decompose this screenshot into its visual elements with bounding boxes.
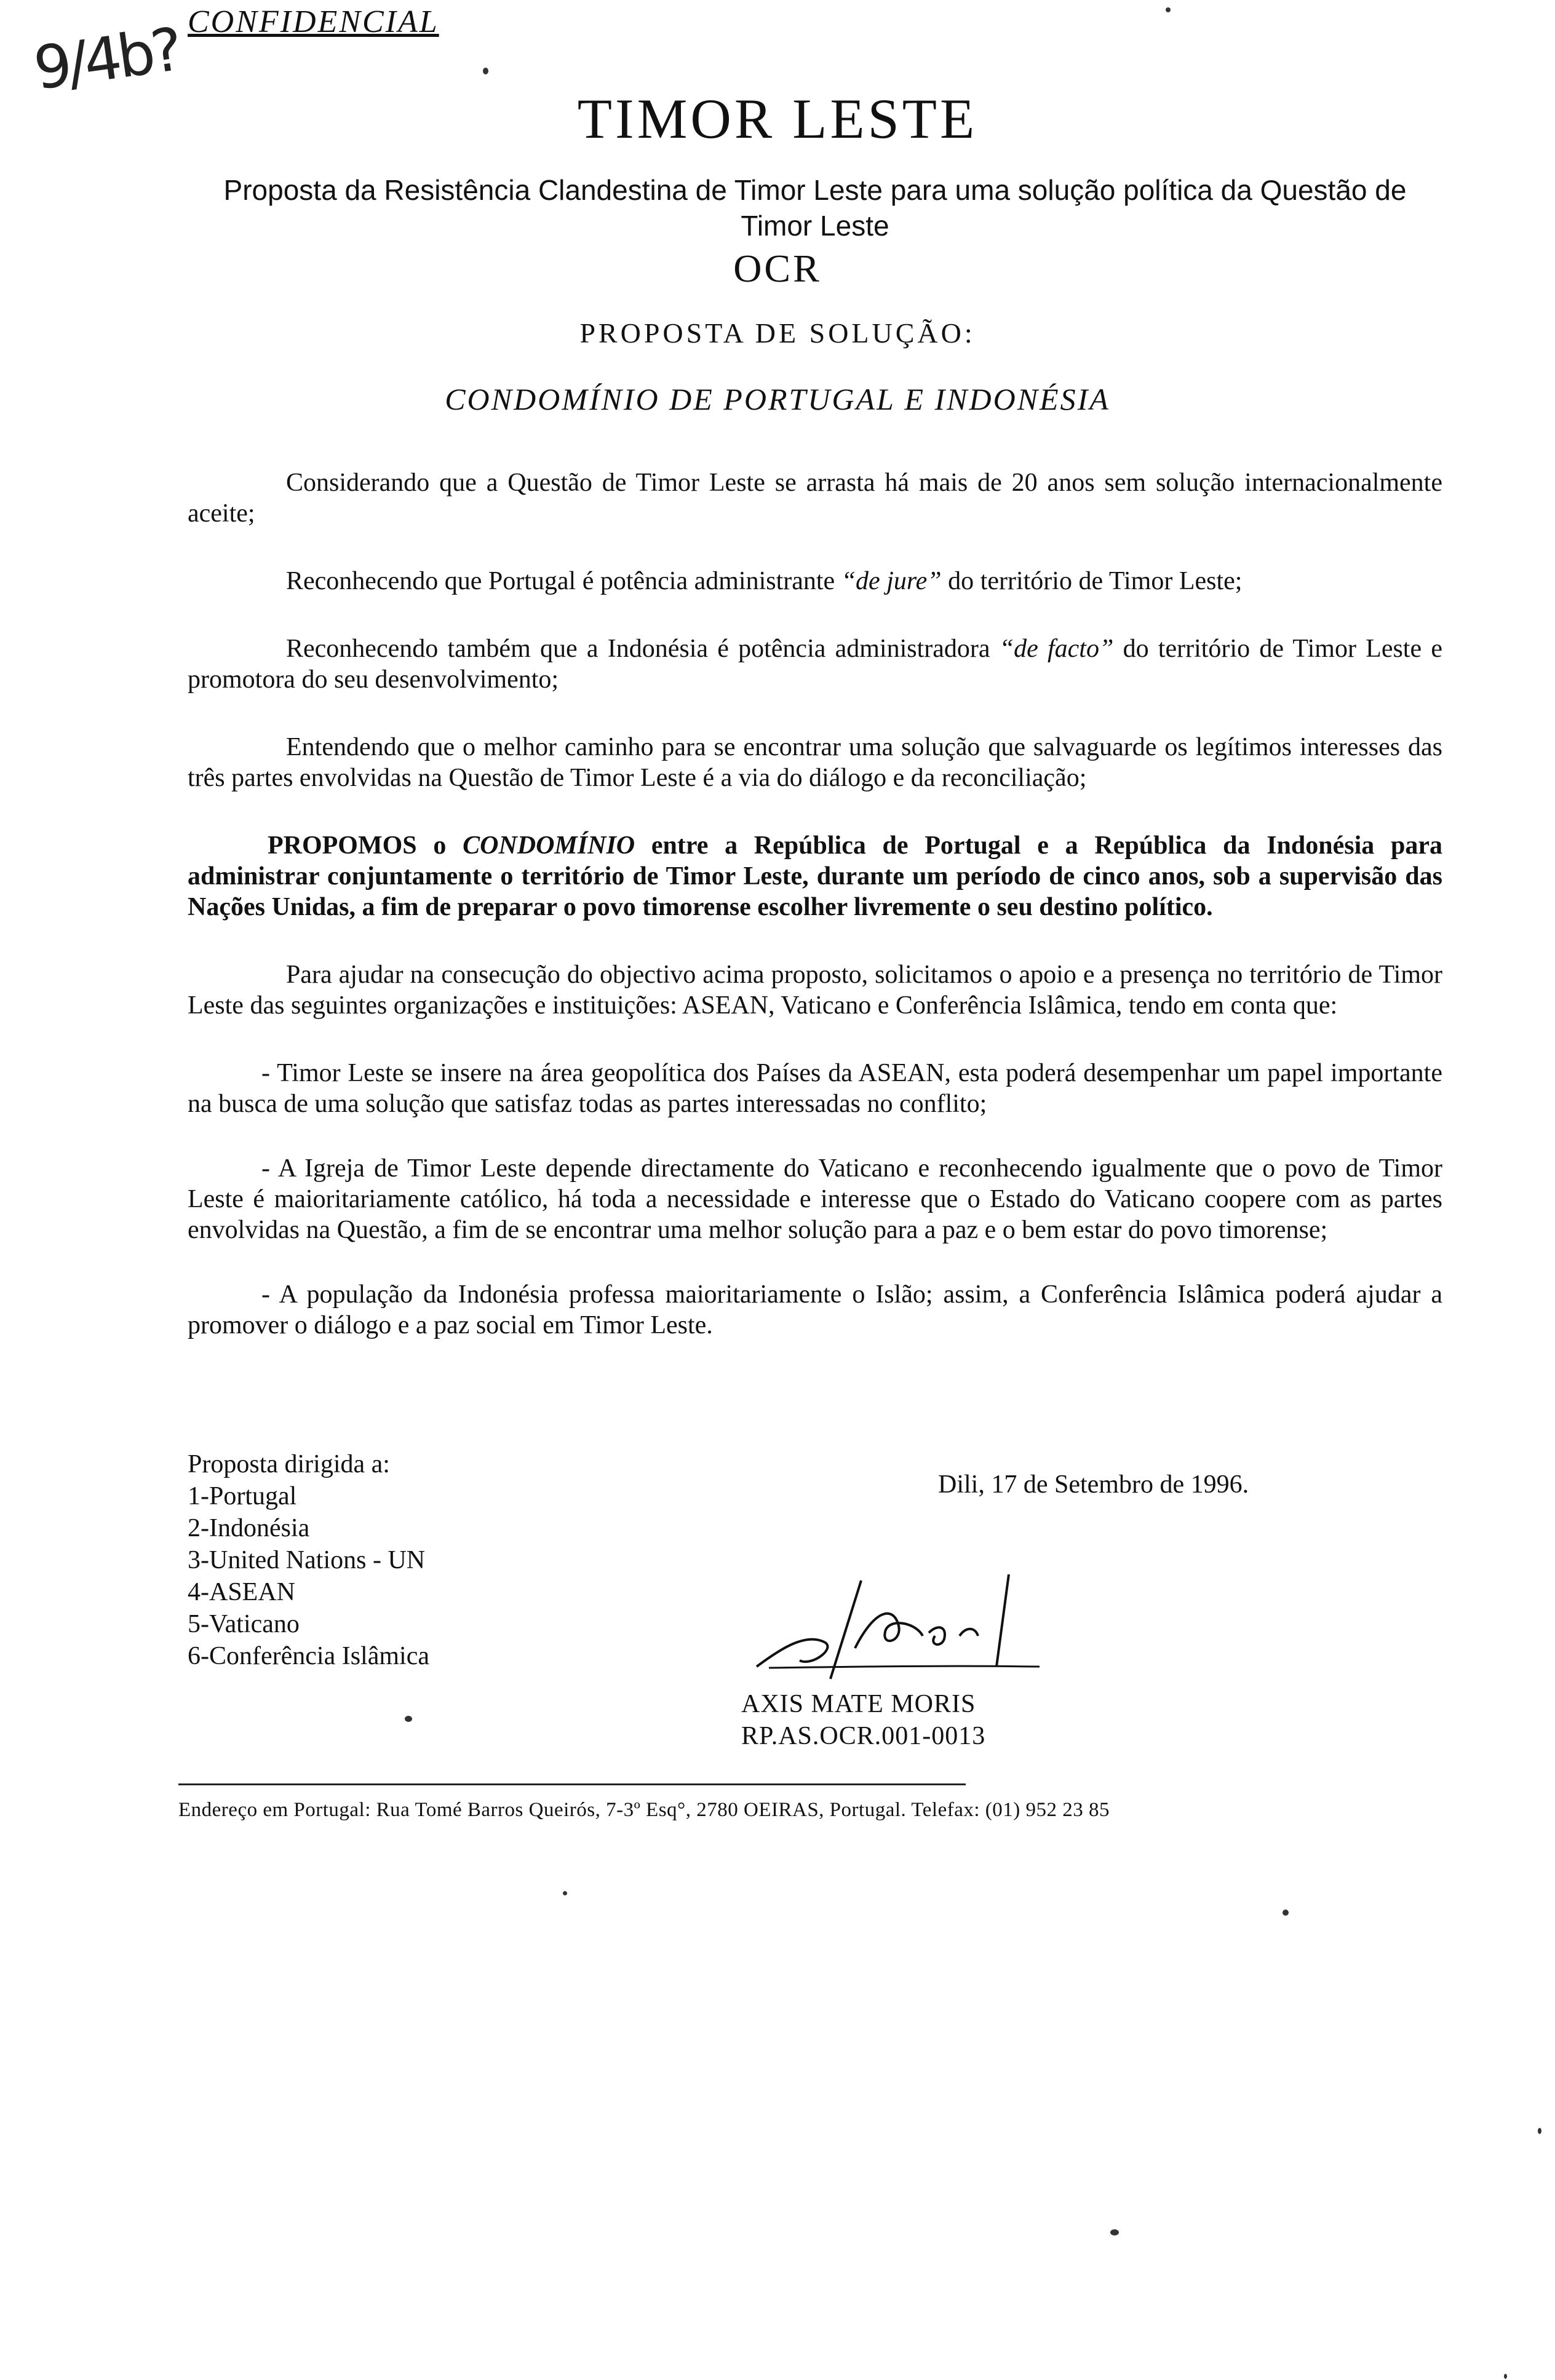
paragraph-propomos	[188, 830, 1442, 922]
scan-speck	[405, 1716, 412, 1722]
scan-speck	[1538, 2128, 1541, 2134]
handwritten-note: 9/4b?	[30, 15, 184, 103]
footer-divider	[178, 1783, 966, 1785]
document-title: TIMOR LESTE	[577, 87, 978, 150]
scan-speck	[563, 1891, 567, 1895]
emphasis-condominio: CONDOMÍNIO	[463, 831, 635, 860]
document-body	[188, 467, 1442, 1374]
paragraph-entendendo: Entendendo que o melhor caminho para se encontrar uma solução que salvaguarde os legítimos interesses das três partes envolvidas na Questão de Timor Leste é a via do diálogo e da reconciliação;	[188, 733, 1442, 792]
list-item-vaticano: - A Igreja de Timor Leste depende directamente do Vaticano e reconhecendo igualmente que o povo de Timor Leste é maioritariamente católico, há toda a necessidade e interesse que o Estado do Vaticano coopere com as partes envolvidas na Questão, a fim de se encontrar uma melhor solução para a paz e o bem estar do povo timorense;	[188, 1154, 1442, 1244]
scan-speck	[1504, 2374, 1507, 2379]
date-line: Dili, 17 de Setembro de 1996.	[938, 1470, 1249, 1499]
recipient-item: 6-Conferência Islâmica	[188, 1642, 429, 1670]
scan-speck	[483, 68, 488, 74]
emphasis-de-facto: “de facto”	[999, 635, 1114, 663]
scan-speck	[1166, 7, 1171, 12]
paragraph-reconhecendo-portugal	[188, 566, 1442, 597]
confidential-stamp: CONFIDENCIAL	[188, 4, 439, 39]
text-span: entre a República de Portugal e a República da Indonésia para administrar conjuntamente o território de Timor Leste, durante um período de cinco anos, sob a supervisão das Nações Unidas, a fim de preparar o povo timorense escolher livremente o seu destino político.	[188, 831, 1442, 921]
text-span: Reconhecendo que Portugal é potência administrante	[286, 567, 841, 595]
recipients-list	[188, 1448, 429, 1672]
signatory-name: AXIS MATE MORIS	[741, 1690, 976, 1718]
scan-speck	[1283, 1910, 1289, 1916]
document-subtitle: Proposta da Resistência Clandestina de Timor Leste para uma solução política da Questão de Timor Leste	[223, 174, 1407, 242]
text-span: PROPOMOS o	[268, 831, 463, 860]
list-item-islamica: - A população da Indonésia professa maioritariamente o Islão; assim, a Conferência Islâmica poderá ajudar a promover o diálogo e a paz social em Timor Leste.	[188, 1280, 1442, 1339]
signature-block	[741, 1688, 985, 1752]
proposal-name: CONDOMÍNIO DE PORTUGAL E INDONÉSIA	[445, 382, 1110, 416]
recipient-item: 4-ASEAN	[188, 1578, 295, 1606]
handwritten-signature	[732, 1574, 1052, 1685]
emphasis-de-jure: “de jure”	[841, 567, 942, 595]
paragraph-para-ajudar: Para ajudar na consecução do objectivo acima proposto, solicitamos o apoio e a presença no território de Timor Leste das seguintes organizações e instituições: ASEAN, Vaticano e Conferência Islâmica, tendo em conta que:	[188, 961, 1442, 1020]
organization-name: OCR	[733, 247, 822, 290]
text-span: Reconhecendo também que a Indonésia é potência administradora	[286, 635, 1000, 663]
paragraph-reconhecendo-indonesia	[188, 633, 1442, 695]
list-item-asean: - Timor Leste se insere na área geopolítica dos Países da ASEAN, esta poderá desempenhar um papel importante na busca de uma solução que satisfaz todas as partes interessadas no conflito;	[188, 1059, 1442, 1118]
proposal-heading: PROPOSTA DE SOLUÇÃO:	[579, 317, 976, 349]
recipient-item: 2-Indonésia	[188, 1514, 310, 1542]
recipient-item: 1-Portugal	[188, 1482, 297, 1510]
scan-speck	[1110, 2229, 1119, 2235]
recipients-label: Proposta dirigida a:	[188, 1450, 390, 1478]
paragraph-considerando: Considerando que a Questão de Timor Leste se arrasta há mais de 20 anos sem solução internacionalmente aceite;	[188, 469, 1442, 528]
recipient-item: 5-Vaticano	[188, 1610, 300, 1638]
text-span: do território de Timor Leste e promotora do seu desenvolvimento;	[188, 635, 1442, 694]
recipient-item: 3-United Nations - UN	[188, 1546, 426, 1574]
text-span: do território de Timor Leste;	[941, 567, 1243, 595]
signatory-reference: RP.AS.OCR.001-0013	[741, 1722, 986, 1750]
footer-address: Endereço em Portugal: Rua Tomé Barros Queirós, 7-3º Esq°, 2780 OEIRAS, Portugal. Telefax: (01) 952 23 85	[178, 1799, 1110, 1821]
